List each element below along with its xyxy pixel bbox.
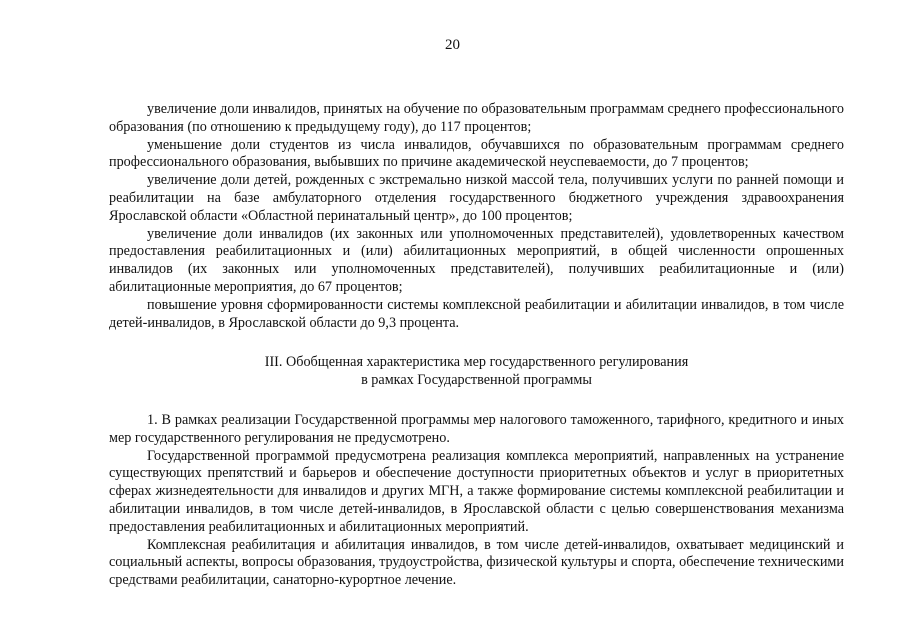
paragraph-rehabilitation-system-level: повышение уровня сформированности системы комплексной реабилитации и абилитации инвалидов, в том числе детей-инвалидов, в Ярославской области до 9,3 процента.	[109, 296, 844, 331]
paragraph-vocational-education-enrollment: увеличение доли инвалидов, принятых на обучение по образовательным программам среднего профессионального образования (по отношению к предыдущему году), до 117 процентов;	[109, 101, 844, 135]
paragraph-program-activities: Государственной программой предусмотрена реализация комплекса мероприятий, направленных на устранение существующих препятствий и барьеров и обеспечение доступности приоритетных объектов и услуг в приоритетных сферах жизнедеятельности для инвалидов и других МГН, а также формирование системы комплексной реабилитации и абилитации инвалидов, в том числе детей-инвалидов, в Ярославской области с целью совершенствования механизма предоставления реабилитационных и абилитационных мероприятий.	[109, 447, 844, 535]
document-body	[109, 101, 844, 590]
section-heading-line-1: III. Обобщенная характеристика мер государственного регулирования	[264, 354, 689, 371]
page-number: 20	[445, 37, 460, 53]
paragraph-regulation-measures: 1. В рамках реализации Государственной программы мер налогового таможенного, тарифного, кредитного и иных мер государственного регулирования не предусмотрено.	[109, 411, 844, 446]
paragraph-satisfaction-rate: увеличение доли инвалидов (их законных или уполномоченных представителей), удовлетворенных качеством предоставления реабилитационных и (или) абилитационных мероприятий, в общей численности опрошенных инвалидов (их законных или уполномоченных представителей), получивших реабилитационные и (или) абилитационные мероприятия, до 67 процентов;	[109, 225, 844, 295]
section-heading	[109, 354, 844, 390]
paragraph-student-dropout: уменьшение доли студентов из числа инвалидов, обучавшихся по образовательным программам среднего профессионального образования, выбывших по причине академической неуспеваемости, до 7 процентов;	[109, 136, 844, 171]
section-heading-line-2: в рамках Государственной программы	[361, 372, 592, 389]
paragraph-comprehensive-rehabilitation: Комплексная реабилитация и абилитация инвалидов, в том числе детей-инвалидов, охватывает медицинский и социальный аспекты, вопросы образования, трудоустройства, физической культуры и спорта, обеспечение техническими средствами реабилитации, санаторно-курортное лечение.	[109, 536, 844, 589]
paragraph-early-help-newborns: увеличение доли детей, рожденных с экстремально низкой массой тела, получивших услуги по ранней помощи и реабилитации на базе амбулаторного отделения государственного бюджетного учреждения здравоохранения Ярославской области «Областной перинатальный центр», до 100 процентов;	[109, 172, 844, 224]
